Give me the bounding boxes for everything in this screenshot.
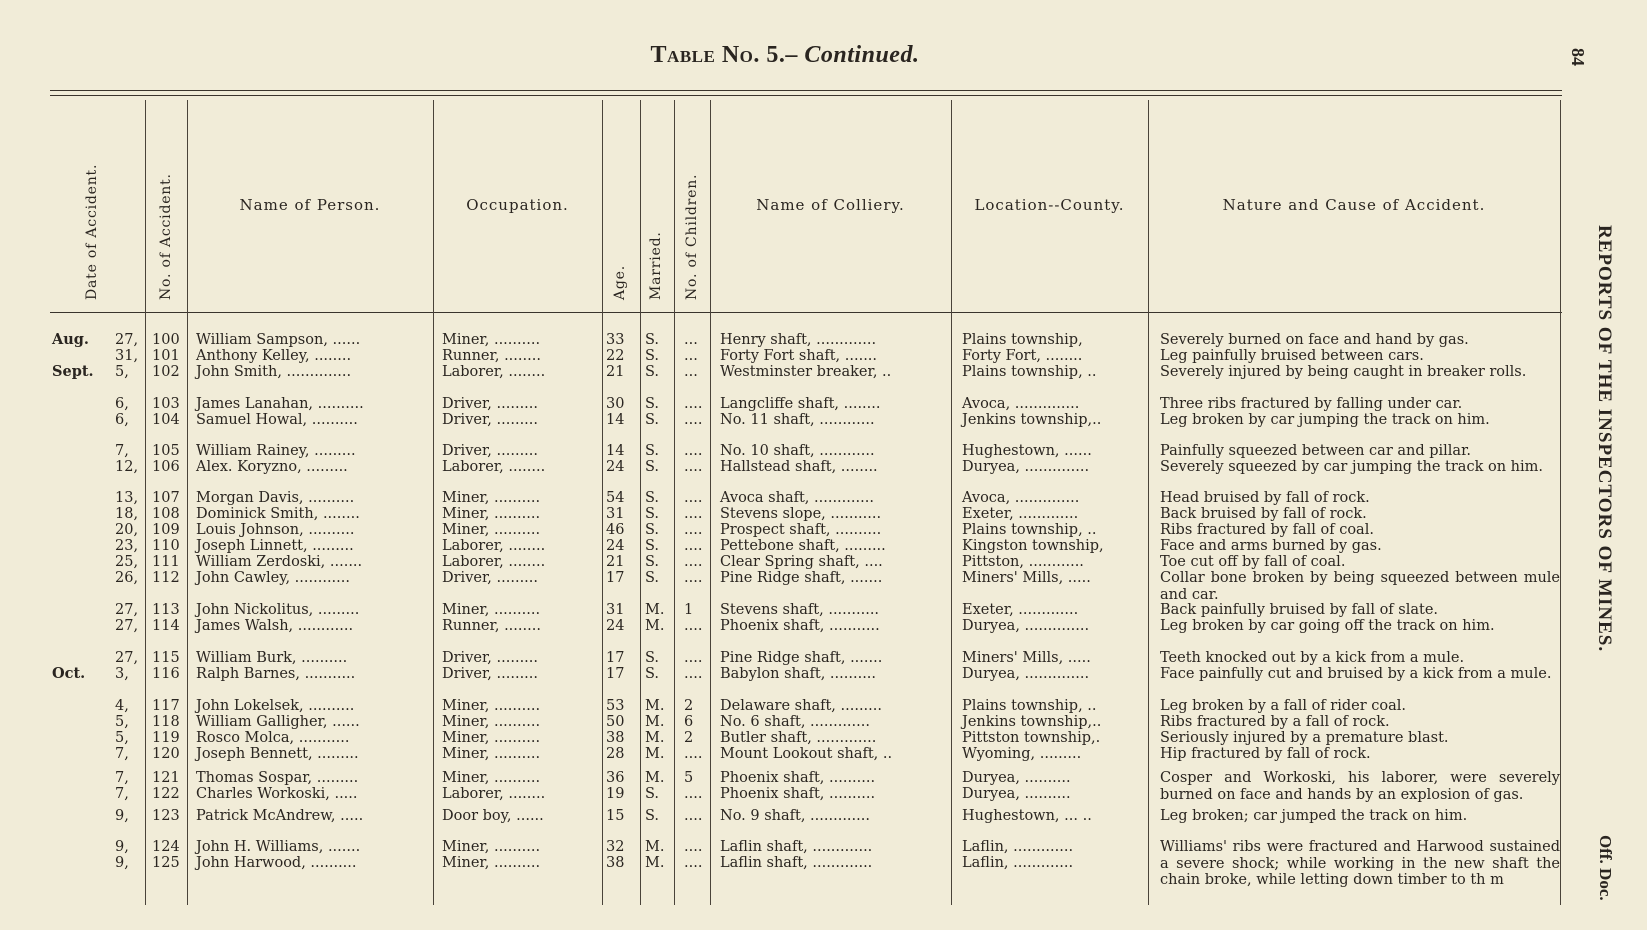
cell-no: 109 xyxy=(152,522,180,538)
cell-no: 102 xyxy=(152,364,180,380)
cell-day: 31, xyxy=(115,348,139,364)
cell-children: .... xyxy=(684,618,703,634)
cell-age: 17 xyxy=(606,570,625,586)
cell-nature: Leg broken by a fall of rider coal. xyxy=(1160,698,1407,714)
cell-no: 125 xyxy=(152,855,180,871)
cell-day: 7, xyxy=(115,786,129,802)
cell-children: 2 xyxy=(684,730,694,746)
cell-nature: Williams' ribs were fractured and Harwood sustained a severe shock; while working in the new shaft the chain broke, while letting down timber to th m xyxy=(1160,839,1560,888)
cell-nature: Face and arms burned by gas. xyxy=(1160,538,1382,554)
cell-colliery: Babylon shaft, .......... xyxy=(720,666,877,682)
cell-day: 26, xyxy=(115,570,139,586)
running-side-title: REPORTS OF THE INSPECTORS OF MINES. xyxy=(1594,225,1615,653)
cell-day: 5, xyxy=(115,714,129,730)
cell-children: .... xyxy=(684,786,703,802)
cell-married: S. xyxy=(645,666,660,682)
cell-nature: Three ribs fractured by falling under car. xyxy=(1160,396,1463,412)
cell-no: 123 xyxy=(152,808,180,824)
cell-location: Duryea, .......... xyxy=(962,786,1071,802)
cell-no: 114 xyxy=(152,618,180,634)
cell-occupation: Laborer, ........ xyxy=(442,459,546,475)
cell-name: Patrick McAndrew, ..... xyxy=(196,808,364,824)
top-rule-inner xyxy=(50,95,1562,96)
cell-married: S. xyxy=(645,364,660,380)
cell-nature: Ribs fractured by fall of coal. xyxy=(1160,522,1374,538)
cell-location: Plains township, .. xyxy=(962,522,1097,538)
cell-nature: Seriously injured by a premature blast. xyxy=(1160,730,1449,746)
side-document-label: Off. Doc. xyxy=(1596,835,1615,901)
cell-age: 21 xyxy=(606,364,625,380)
cell-no: 104 xyxy=(152,412,180,428)
column-divider xyxy=(1560,100,1561,905)
cell-occupation: Miner, .......... xyxy=(442,770,541,786)
cell-colliery: Phoenix shaft, .......... xyxy=(720,770,876,786)
cell-children: 1 xyxy=(684,602,694,618)
cell-colliery: No. 9 shaft, ............. xyxy=(720,808,870,824)
cell-age: 38 xyxy=(606,855,625,871)
cell-name: John Nickolitus, ......... xyxy=(196,602,360,618)
header-location: Location--County. xyxy=(974,196,1125,214)
column-divider xyxy=(640,100,641,905)
cell-location: Exeter, ............. xyxy=(962,506,1079,522)
cell-children: ... xyxy=(684,364,698,380)
cell-name: John Lokelsek, .......... xyxy=(196,698,355,714)
cell-children: .... xyxy=(684,570,703,586)
cell-married: M. xyxy=(645,839,665,855)
cell-no: 120 xyxy=(152,746,180,762)
cell-married: M. xyxy=(645,602,665,618)
cell-location: Pittston township,. xyxy=(962,730,1101,746)
cell-name: William Sampson, ...... xyxy=(196,332,361,348)
cell-married: S. xyxy=(645,348,660,364)
cell-children: .... xyxy=(684,650,703,666)
cell-children: .... xyxy=(684,538,703,554)
cell-no: 107 xyxy=(152,490,180,506)
cell-age: 32 xyxy=(606,839,625,855)
cell-married: M. xyxy=(645,698,665,714)
cell-married: S. xyxy=(645,506,660,522)
cell-location: Wyoming, ......... xyxy=(962,746,1082,762)
cell-nature: Toe cut off by fall of coal. xyxy=(1160,554,1346,570)
cell-age: 17 xyxy=(606,666,625,682)
cell-name: Joseph Bennett, ......... xyxy=(196,746,359,762)
cell-colliery: Stevens slope, ........... xyxy=(720,506,882,522)
cell-colliery: Phoenix shaft, ........... xyxy=(720,618,880,634)
cell-nature: Severely burned on face and hand by gas. xyxy=(1160,332,1469,348)
cell-day: 25, xyxy=(115,554,139,570)
cell-nature: Collar bone broken by being squeezed between mule and car. xyxy=(1160,570,1560,603)
cell-no: 106 xyxy=(152,459,180,475)
cell-age: 53 xyxy=(606,698,625,714)
cell-location: Plains township, xyxy=(962,332,1083,348)
cell-children: .... xyxy=(684,666,703,682)
cell-location: Exeter, ............. xyxy=(962,602,1079,618)
cell-day: 18, xyxy=(115,506,139,522)
column-divider xyxy=(145,100,146,905)
cell-colliery: Laflin shaft, ............. xyxy=(720,839,873,855)
cell-colliery: Forty Fort shaft, ....... xyxy=(720,348,878,364)
cell-colliery: Pine Ridge shaft, ....... xyxy=(720,650,883,666)
cell-name: Anthony Kelley, ........ xyxy=(196,348,352,364)
cell-age: 14 xyxy=(606,443,625,459)
cell-location: Plains township, .. xyxy=(962,364,1097,380)
cell-children: ... xyxy=(684,332,698,348)
cell-day: 27, xyxy=(115,650,139,666)
cell-name: William Rainey, ......... xyxy=(196,443,356,459)
cell-location: Forty Fort, ........ xyxy=(962,348,1083,364)
header-rule xyxy=(50,312,1562,313)
cell-colliery: Westminster breaker, .. xyxy=(720,364,892,380)
cell-occupation: Runner, ........ xyxy=(442,618,541,634)
cell-day: 12, xyxy=(115,459,139,475)
cell-name: William Zerdoski, ....... xyxy=(196,554,363,570)
cell-age: 24 xyxy=(606,618,625,634)
cell-no: 116 xyxy=(152,666,180,682)
cell-married: S. xyxy=(645,522,660,538)
cell-day: 3, xyxy=(115,666,129,682)
cell-occupation: Driver, ......... xyxy=(442,666,539,682)
cell-occupation: Driver, ......... xyxy=(442,570,539,586)
table-number: Table No. 5.– xyxy=(650,42,798,68)
cell-name: Dominick Smith, ........ xyxy=(196,506,360,522)
cell-no: 115 xyxy=(152,650,180,666)
cell-name: John Smith, .............. xyxy=(196,364,352,380)
cell-no: 103 xyxy=(152,396,180,412)
cell-colliery: Pettebone shaft, ......... xyxy=(720,538,886,554)
cell-location: Kingston township, xyxy=(962,538,1104,554)
cell-married: S. xyxy=(645,570,660,586)
cell-no: 100 xyxy=(152,332,180,348)
table-title xyxy=(0,42,1570,69)
cell-nature: Leg broken by car going off the track on him. xyxy=(1160,618,1495,634)
cell-married: M. xyxy=(645,730,665,746)
cell-age: 50 xyxy=(606,714,625,730)
cell-no: 117 xyxy=(152,698,180,714)
cell-colliery: Henry shaft, ............. xyxy=(720,332,877,348)
cell-occupation: Driver, ......... xyxy=(442,396,539,412)
cell-day: 27, xyxy=(115,332,139,348)
header-married: Married. xyxy=(648,231,664,300)
cell-occupation: Miner, .......... xyxy=(442,698,541,714)
cell-name: Louis Johnson, .......... xyxy=(196,522,355,538)
cell-nature: Head bruised by fall of rock. xyxy=(1160,490,1370,506)
cell-occupation: Miner, .......... xyxy=(442,522,541,538)
cell-age: 14 xyxy=(606,412,625,428)
header-name: Name of Person. xyxy=(239,196,381,214)
cell-day: 9, xyxy=(115,808,129,824)
cell-colliery: Hallstead shaft, ........ xyxy=(720,459,878,475)
cell-nature: Hip fractured by fall of rock. xyxy=(1160,746,1371,762)
top-rule xyxy=(50,90,1562,91)
cell-colliery: Laflin shaft, ............. xyxy=(720,855,873,871)
cell-location: Pittston, ............ xyxy=(962,554,1084,570)
cell-colliery: Mount Lookout shaft, .. xyxy=(720,746,893,762)
cell-day: 27, xyxy=(115,602,139,618)
column-divider xyxy=(674,100,675,905)
cell-children: .... xyxy=(684,808,703,824)
cell-day: 7, xyxy=(115,770,129,786)
cell-no: 121 xyxy=(152,770,180,786)
cell-married: S. xyxy=(645,808,660,824)
cell-colliery: No. 6 shaft, ............. xyxy=(720,714,870,730)
cell-age: 22 xyxy=(606,348,625,364)
column-divider xyxy=(602,100,603,905)
cell-occupation: Miner, .......... xyxy=(442,332,541,348)
cell-age: 24 xyxy=(606,459,625,475)
cell-children: .... xyxy=(684,443,703,459)
cell-day: 6, xyxy=(115,412,129,428)
cell-age: 21 xyxy=(606,554,625,570)
cell-location: Hughestown, ...... xyxy=(962,443,1092,459)
cell-colliery: Clear Spring shaft, .... xyxy=(720,554,883,570)
cell-occupation: Miner, .......... xyxy=(442,746,541,762)
cell-location: Plains township, .. xyxy=(962,698,1097,714)
cell-location: Avoca, .............. xyxy=(962,490,1080,506)
cell-married: M. xyxy=(645,714,665,730)
header-age: Age. xyxy=(612,264,628,300)
cell-children: .... xyxy=(684,459,703,475)
cell-age: 24 xyxy=(606,538,625,554)
cell-children: .... xyxy=(684,554,703,570)
cell-married: S. xyxy=(645,538,660,554)
cell-occupation: Laborer, ........ xyxy=(442,554,546,570)
cell-location: Avoca, .............. xyxy=(962,396,1080,412)
cell-nature: Painfully squeezed between car and pillar. xyxy=(1160,443,1472,459)
cell-children: .... xyxy=(684,839,703,855)
cell-occupation: Laborer, ........ xyxy=(442,538,546,554)
cell-occupation: Miner, .......... xyxy=(442,602,541,618)
cell-location: Duryea, .............. xyxy=(962,459,1090,475)
cell-name: Alex. Koryzno, ......... xyxy=(196,459,348,475)
cell-nature: Leg broken; car jumped the track on him. xyxy=(1160,808,1468,824)
cell-married: S. xyxy=(645,554,660,570)
cell-no: 108 xyxy=(152,506,180,522)
cell-no: 118 xyxy=(152,714,180,730)
cell-age: 17 xyxy=(606,650,625,666)
cell-day: 23, xyxy=(115,538,139,554)
cell-age: 36 xyxy=(606,770,625,786)
cell-no: 113 xyxy=(152,602,180,618)
cell-day: 13, xyxy=(115,490,139,506)
cell-no: 124 xyxy=(152,839,180,855)
cell-children: .... xyxy=(684,506,703,522)
cell-married: S. xyxy=(645,412,660,428)
cell-age: 19 xyxy=(606,786,625,802)
cell-nature: Back painfully bruised by fall of slate. xyxy=(1160,602,1439,618)
cell-age: 46 xyxy=(606,522,625,538)
cell-married: M. xyxy=(645,855,665,871)
cell-married: S. xyxy=(645,332,660,348)
table-continued: Continued. xyxy=(804,42,920,68)
cell-children: .... xyxy=(684,855,703,871)
cell-occupation: Miner, .......... xyxy=(442,839,541,855)
cell-occupation: Driver, ......... xyxy=(442,443,539,459)
cell-age: 54 xyxy=(606,490,625,506)
header-children: No. of Children. xyxy=(684,173,700,300)
page-number: 84 xyxy=(1568,48,1588,66)
cell-married: M. xyxy=(645,618,665,634)
cell-colliery: No. 10 shaft, ............ xyxy=(720,443,875,459)
cell-occupation: Laborer, ........ xyxy=(442,364,546,380)
cell-nature: Severely injured by being caught in breaker rolls. xyxy=(1160,364,1527,380)
header-colliery: Name of Colliery. xyxy=(756,196,905,214)
cell-name: William Burk, .......... xyxy=(196,650,348,666)
cell-location: Miners' Mills, ..... xyxy=(962,570,1091,586)
cell-location: Laflin, ............. xyxy=(962,839,1074,855)
cell-colliery: Avoca shaft, ............. xyxy=(720,490,874,506)
cell-children: .... xyxy=(684,522,703,538)
cell-children: ... xyxy=(684,348,698,364)
cell-name: Charles Workoski, ..... xyxy=(196,786,358,802)
cell-nature: Back bruised by fall of rock. xyxy=(1160,506,1367,522)
cell-age: 28 xyxy=(606,746,625,762)
cell-married: S. xyxy=(645,459,660,475)
cell-age: 38 xyxy=(606,730,625,746)
cell-no: 122 xyxy=(152,786,180,802)
cell-location: Miners' Mills, ..... xyxy=(962,650,1091,666)
cell-age: 31 xyxy=(606,602,625,618)
cell-name: James Walsh, ............ xyxy=(196,618,354,634)
cell-occupation: Miner, .......... xyxy=(442,714,541,730)
header-date: Date of Accident. xyxy=(84,163,100,300)
cell-name: William Galligher, ...... xyxy=(196,714,360,730)
cell-name: John Cawley, ............ xyxy=(196,570,350,586)
cell-children: 5 xyxy=(684,770,694,786)
cell-married: S. xyxy=(645,490,660,506)
cell-age: 15 xyxy=(606,808,625,824)
cell-nature: Ribs fractured by a fall of rock. xyxy=(1160,714,1390,730)
cell-location: Jenkins township,.. xyxy=(962,412,1102,428)
cell-name: John H. Williams, ....... xyxy=(196,839,361,855)
cell-married: M. xyxy=(645,746,665,762)
cell-name: Thomas Sospar, ......... xyxy=(196,770,359,786)
cell-name: James Lanahan, .......... xyxy=(196,396,364,412)
cell-colliery: Prospect shaft, .......... xyxy=(720,522,882,538)
header-number: No. of Accident. xyxy=(158,173,174,300)
cell-day: 20, xyxy=(115,522,139,538)
cell-occupation: Miner, .......... xyxy=(442,506,541,522)
cell-married: M. xyxy=(645,770,665,786)
cell-month: Oct. xyxy=(52,665,86,682)
cell-day: 9, xyxy=(115,855,129,871)
cell-children: .... xyxy=(684,490,703,506)
cell-children: .... xyxy=(684,746,703,762)
cell-occupation: Runner, ........ xyxy=(442,348,541,364)
cell-nature: Face painfully cut and bruised by a kick from a mule. xyxy=(1160,666,1552,682)
cell-age: 31 xyxy=(606,506,625,522)
cell-colliery: Stevens shaft, ........... xyxy=(720,602,880,618)
cell-name: Morgan Davis, .......... xyxy=(196,490,355,506)
cell-married: S. xyxy=(645,786,660,802)
cell-no: 110 xyxy=(152,538,180,554)
cell-day: 9, xyxy=(115,839,129,855)
cell-day: 7, xyxy=(115,746,129,762)
cell-children: 2 xyxy=(684,698,694,714)
cell-month: Aug. xyxy=(52,331,89,348)
cell-name: Joseph Linnett, ......... xyxy=(196,538,354,554)
cell-name: John Harwood, .......... xyxy=(196,855,357,871)
cell-name: Rosco Molca, ........... xyxy=(196,730,350,746)
cell-colliery: Langcliffe shaft, ........ xyxy=(720,396,881,412)
cell-colliery: Delaware shaft, ......... xyxy=(720,698,882,714)
cell-day: 7, xyxy=(115,443,129,459)
cell-day: 5, xyxy=(115,730,129,746)
cell-colliery: No. 11 shaft, ............ xyxy=(720,412,875,428)
cell-occupation: Miner, .......... xyxy=(442,855,541,871)
cell-no: 101 xyxy=(152,348,180,364)
cell-day: 6, xyxy=(115,396,129,412)
cell-nature: Leg broken by car jumping the track on him. xyxy=(1160,412,1490,428)
cell-nature: Leg painfully bruised between cars. xyxy=(1160,348,1424,364)
cell-day: 5, xyxy=(115,364,129,380)
cell-name: Ralph Barnes, ........... xyxy=(196,666,356,682)
cell-colliery: Pine Ridge shaft, ....... xyxy=(720,570,883,586)
cell-married: S. xyxy=(645,396,660,412)
cell-occupation: Miner, .......... xyxy=(442,490,541,506)
cell-location: Duryea, .......... xyxy=(962,770,1071,786)
cell-children: 6 xyxy=(684,714,694,730)
cell-occupation: Door boy, ...... xyxy=(442,808,544,824)
cell-location: Jenkins township,.. xyxy=(962,714,1102,730)
cell-no: 112 xyxy=(152,570,180,586)
cell-no: 119 xyxy=(152,730,180,746)
cell-age: 30 xyxy=(606,396,625,412)
cell-no: 105 xyxy=(152,443,180,459)
cell-married: S. xyxy=(645,650,660,666)
cell-nature: Teeth knocked out by a kick from a mule. xyxy=(1160,650,1465,666)
cell-occupation: Driver, ......... xyxy=(442,412,539,428)
cell-day: 4, xyxy=(115,698,129,714)
cell-location: Duryea, .............. xyxy=(962,618,1090,634)
cell-married: S. xyxy=(645,443,660,459)
cell-children: .... xyxy=(684,412,703,428)
cell-occupation: Laborer, ........ xyxy=(442,786,546,802)
cell-nature: Cosper and Workoski, his laborer, were severely burned on face and hands by an explosion of gas. xyxy=(1160,770,1560,803)
cell-colliery: Phoenix shaft, .......... xyxy=(720,786,876,802)
cell-children: .... xyxy=(684,396,703,412)
cell-location: Duryea, .............. xyxy=(962,666,1090,682)
cell-no: 111 xyxy=(152,554,180,570)
cell-month: Sept. xyxy=(52,363,94,380)
cell-location: Hughestown, ... .. xyxy=(962,808,1092,824)
cell-nature: Severely squeezed by car jumping the track on him. xyxy=(1160,459,1543,475)
cell-day: 27, xyxy=(115,618,139,634)
cell-occupation: Miner, .......... xyxy=(442,730,541,746)
cell-location: Laflin, ............. xyxy=(962,855,1074,871)
cell-occupation: Driver, ......... xyxy=(442,650,539,666)
cell-age: 33 xyxy=(606,332,625,348)
cell-colliery: Butler shaft, ............. xyxy=(720,730,877,746)
header-nature: Nature and Cause of Accident. xyxy=(1222,196,1486,214)
header-occupation: Occupation. xyxy=(466,196,569,214)
cell-name: Samuel Howal, .......... xyxy=(196,412,358,428)
